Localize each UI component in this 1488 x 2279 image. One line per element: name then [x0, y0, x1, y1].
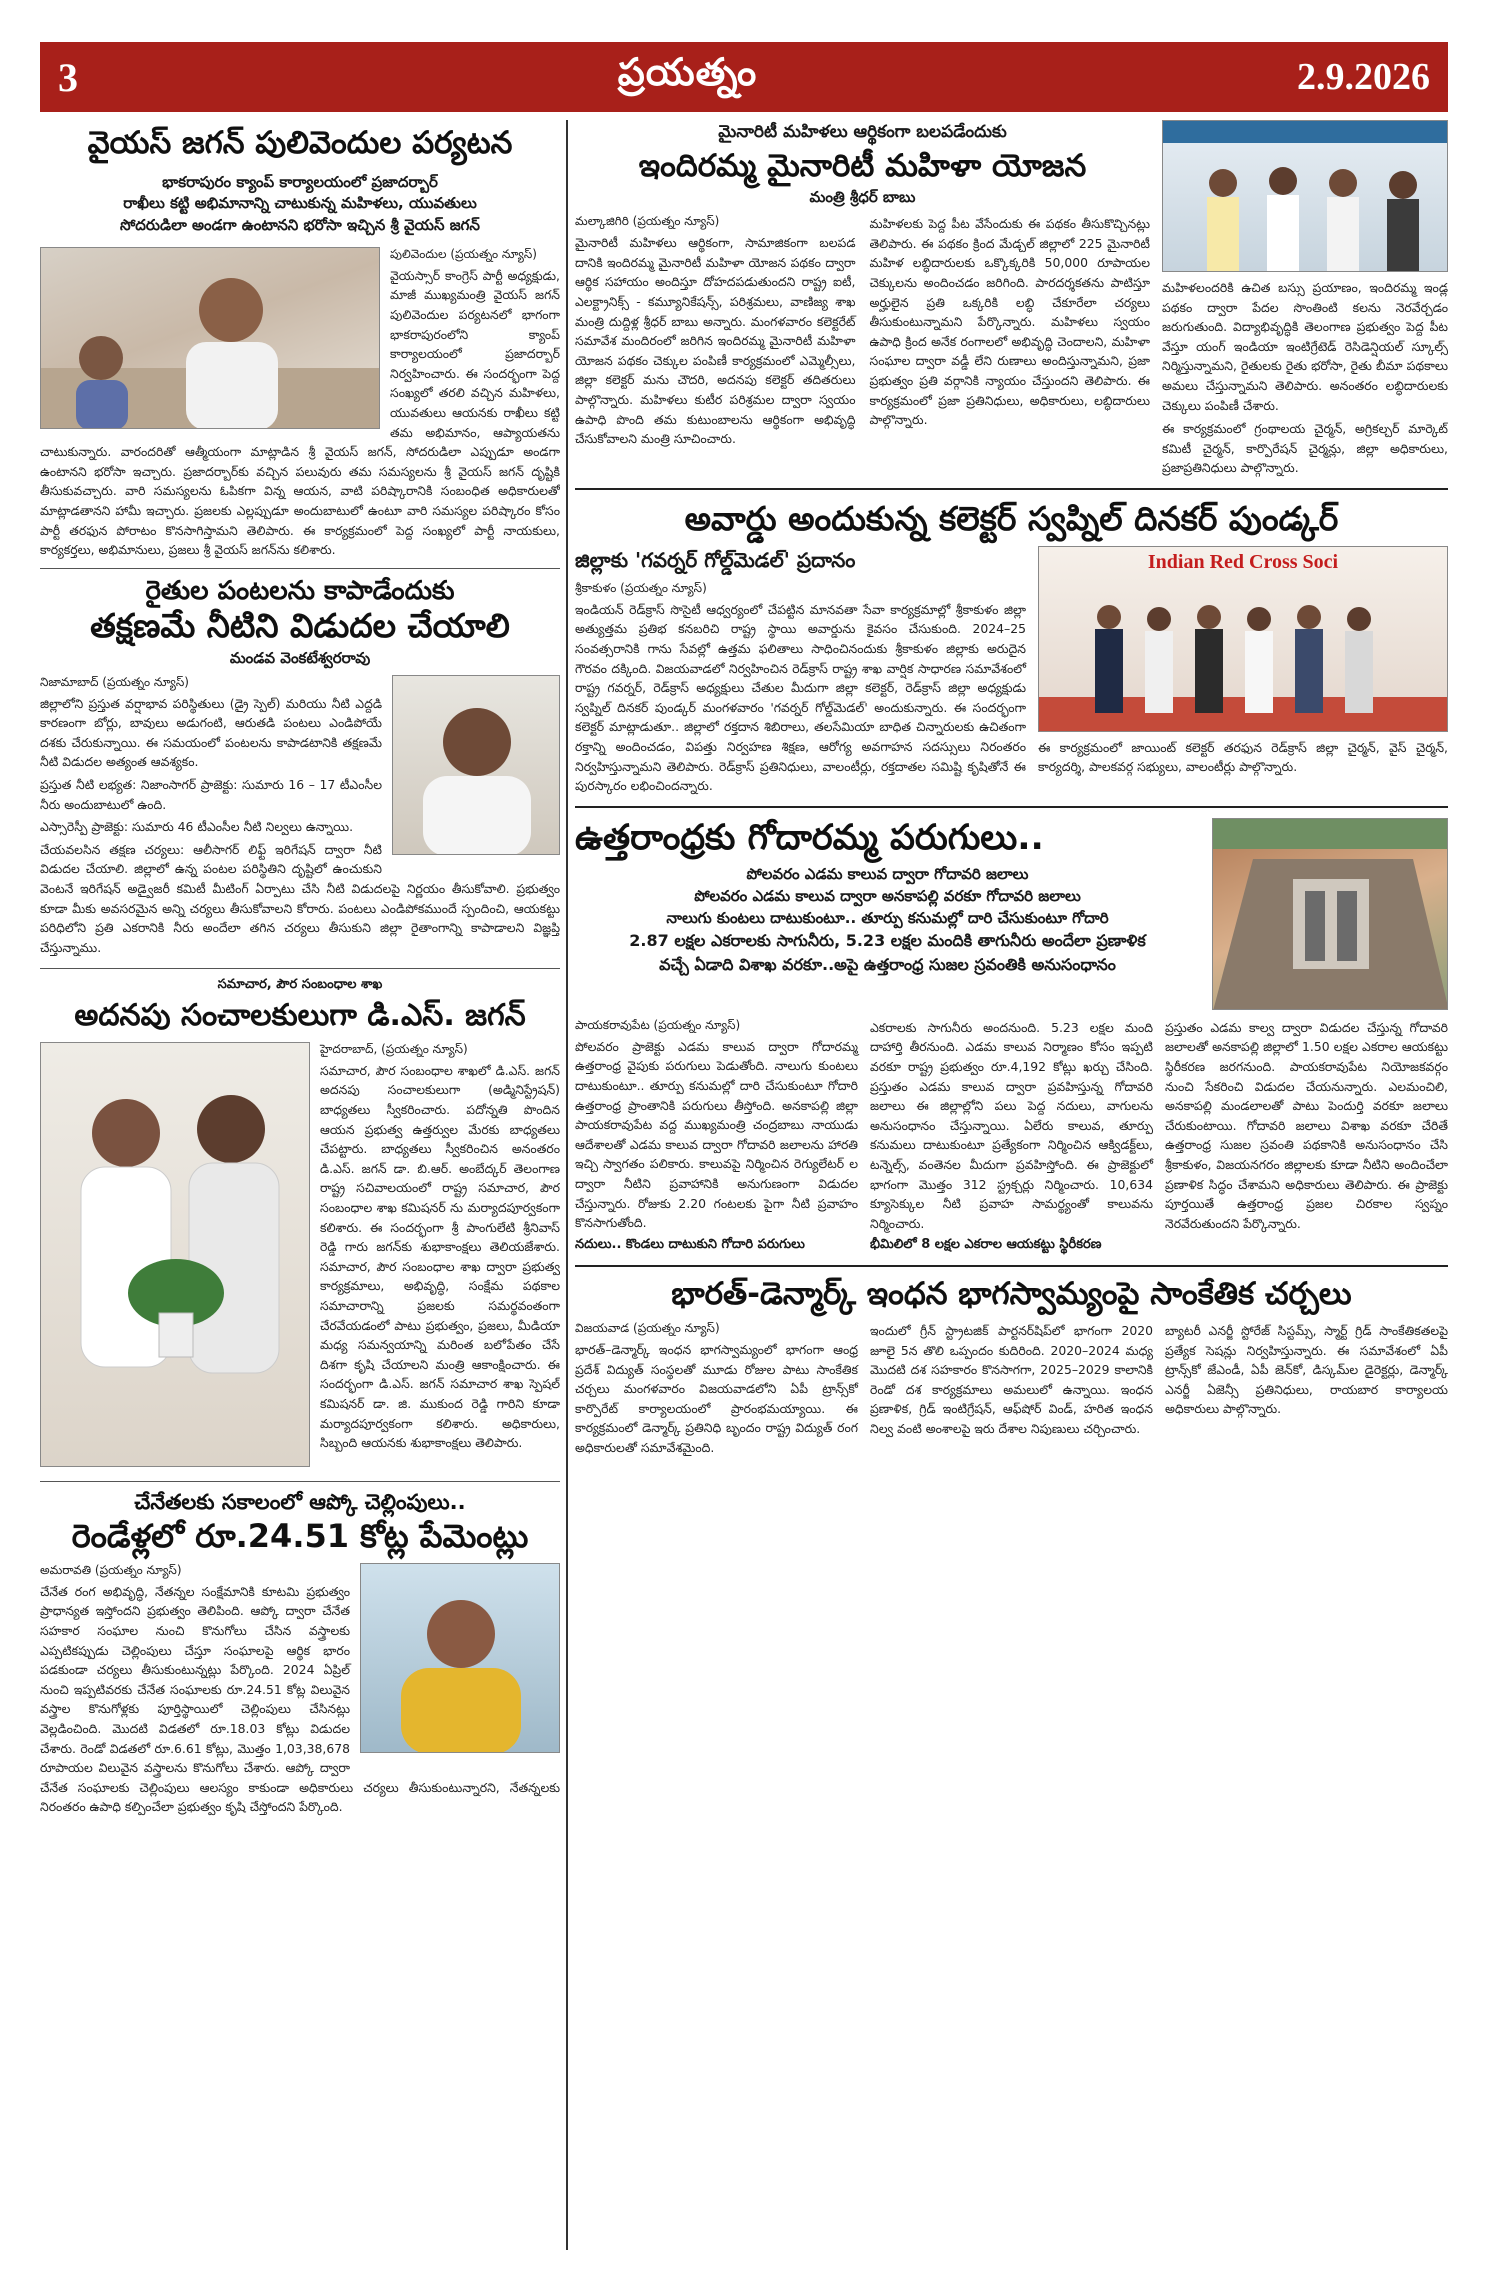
deck-line: పోలవరం ఎడమ కాలువ ద్వారా గోదావరి జలాలు: [746, 865, 1029, 884]
person-photo-icon: [393, 676, 560, 855]
deck-line: రాఖీలు కట్టి అభిమానాన్ని చాటుకున్న మహిళలు, యువతులు: [123, 194, 477, 213]
deck-line: 2.87 లక్షల ఎకరాలకు సాగునీరు, 5.23 లక్షల మందికి తాగునీరు అందేలా ప్రణాళిక: [629, 931, 1146, 951]
headline: అవార్డు అందుకున్న కలెక్టర్ స్వప్నిల్ దినకర్ పుండ్కర్: [684, 498, 1339, 538]
photo-red-cross-award: [1038, 546, 1448, 732]
canal-photo-icon: [1213, 819, 1448, 1010]
dateline: మల్కాజిగిరి (ప్రయత్నం న్యూస్): [575, 214, 720, 229]
divider: [40, 1481, 560, 1482]
deck-line: పోలవరం ఎడమ కాలువ ద్వారా అనకాపల్లి వరకూ గోదావరి జలాలు: [694, 886, 1081, 905]
article-body: ఈ కార్యక్రమంలో జాయింట్ కలెక్టర్ తరఫున రెడ్‌క్రాస్ జిల్లా చైర్మన్, వైస్ చైర్మన్, కార్యదర్శి, పాలకవర్గ సభ్యులు, వాలంటీర్లు పాల్గొన్నారు.: [1038, 739, 1448, 775]
event-photo-icon: [1163, 121, 1448, 272]
event-photo-icon: [1039, 547, 1448, 732]
deck-line: సోదరుడిలా అండగా ఉంటానని భరోసా ఇచ్చిన శ్రీ వైయస్ జగన్: [120, 216, 480, 235]
article-body: ప్రస్తుతం ఎడమ కాల్వ ద్వారా విడుదల చేస్తున్న గోదావరి జలాలతో అనకాపల్లి జిల్లాలో 1.50 లక్షల ఎకరాల ఆయకట్టు స్థిరీకరణ జరగనుంది. పాయకరావుపేట నియోజకవర్గం నుంచి సేకరించి విడుదల చేయనున్నారు. ఎలమంచిలి, అనకాపల్లి మండలాలతో పాటు పెందుర్తి వరకూ జలాలు చేరుకుంటాయి. గోదావరి జలాలు విశాఖ వరకూ చేరితే ఉత్తరాంధ్ర సుజల స్రవంతి పథకానికి అనుసంధానం చేసి శ్రీకాకుళం, విజయనగరం జిల్లాలకు కూడా నీటిని అందించేలా ప్రణాళిక సిద్ధం చేశామని అధికారులు తెలిపారు. ఈ ప్రాజెక్టు పూర్తయితే ఉత్తరాంధ్ర ప్రజల చిరకాల స్వప్నం నెరవేరుతుందని పేర్కొన్నారు.: [1165, 1019, 1448, 1231]
people-photo-icon: [41, 1043, 310, 1467]
deck-line: నాలుగు కుంటలు దాటుకుంటూ.. తూర్పు కనుమల్లో దారి చేసుకుంటూ గోదారి: [666, 908, 1109, 927]
article-body: పోలవరం ప్రాజెక్టు ఎడమ కాలువ ద్వారా గోదారమ్మ ఉత్తరాంధ్ర వైపుకు పరుగులు పెడుతోంది. నాలుగు కుంటలు దాటుకుంటూ.. తూర్పు కనుమల్లో దారి చేసుకుంటూ గోదారి ఉత్తరాంధ్ర ప్రాంతానికి పరుగులు తీస్తోంది. అనకాపల్లి జిల్లా పాయకరావుపేట వద్ద ముఖ్యమంత్రి చంద్రబాబు నాయుడు ఆదేశాలతో ఎడమ కాలువ ద్వారా గోదావరి జలాలను హారతి ఇచ్చి స్వాగతం పలికారు. కాలువపై నిర్మించిన రెగ్యులేటర్ ల ద్వారా నీటిని ప్రవాహానికి అనుగుణంగా విడుదల చేస్తున్నారు. రోజుకు 2.20 గంటలకు పైగా నీటి ప్రవాహం కొనసాగుతోంది.: [575, 1038, 858, 1231]
headline: రైతుల పంటలను కాపాడేందుకు: [145, 575, 455, 606]
divider: [575, 1265, 1448, 1267]
photo-ds-jagan: [40, 1042, 310, 1467]
person-photo-icon: [41, 248, 380, 429]
paragraph: ప్రస్తుత నీటి లభ్యత: నిజాంసాగర్ ప్రాజెక్టు: సుమారు 16 – 17 టీఎంసీల నీరు అందుబాటులో ఉంది.: [40, 777, 382, 812]
photo-venkateswara-rao: [392, 675, 560, 855]
article-body: వైయస్సార్ కాంగ్రెస్ పార్టీ అధ్యక్షుడు, మాజీ ముఖ్యమంత్రి వైయస్ జగన్ పులివెందుల పర్యటనలో భాగంగా భాకరాపురంలోని క్యాంప్ కార్యాలయంలో ప్రజాదర్బార్ నిర్వహించారు. ఈ సందర్భంగా పెద్ద సంఖ్యలో తరలి వచ్చిన మహిళలు, యువతులు ఆయనకు రాఖీలు కట్టి తమ అభిమానం, ఆప్యాయతను చాటుకున్నారు. వారందరితో ఆత్మీయంగా మాట్లాడిన శ్రీ వైయస్ జగన్, సోదరుడిలా ఎప్పుడూ అండగా ఉంటానని భరోసా ఇచ్చారు. ప్రజాదర్బార్‌కు వచ్చిన పలువురు తమ సమస్యలను శ్రీ వైయస్ జగన్ దృష్టికి తీసుకువచ్చారు. వారి సమస్యలను ఓపికగా విన్న ఆయన, వాటి పరిష్కారానికి సంబంధిత అధికారులతో మాట్లాడతానని హామీ ఇచ్చారు. ప్రజలకు ఎల్లప్పుడూ అందుబాటులో ఉంటూ వారి సమస్యల పరిష్కారం కోసం పార్టీ తరఫున పోరాటం కొనసాగిస్తామని తెలిపారు. ఈ కార్యక్రమంలో పెద్ద సంఖ్యలో పార్టీ నాయకులు, కార్యకర్తలు, అభిమానులు, ప్రజలు శ్రీ వైయస్ జగన్‌ను కలిశారు.: [40, 267, 560, 558]
article-denmark-energy: [575, 1277, 1448, 1457]
banner-text: Indian Red Cross Soci: [1147, 550, 1339, 573]
paragraph: ఎస్సారెస్పీ ప్రాజెక్టు: సుమారు 46 టీఎంసీల నీటి నిల్వలు ఉన్నాయి.: [40, 819, 354, 835]
article-body: ఈ కార్యక్రమంలో గ్రంథాలయ చైర్మన్, అగ్రికల్చర్ మార్కెట్ కమిటీ చైర్మన్, కార్పొరేషన్ చైర్మన్లు, జిల్లా అధికారులు, ప్రజాప్రతినిధులు పాల్గొన్నారు.: [1162, 421, 1448, 476]
article-godavari: [575, 818, 1448, 1256]
headline: రెండేళ్లలో రూ.24.51 కోట్ల పేమెంట్లు: [71, 1516, 529, 1555]
issue-date: 2.9.2026: [1297, 56, 1430, 98]
headline: ఉత్తరాంధ్రకు గోదారమ్మ పరుగులు..: [575, 817, 1044, 858]
article-farmers-water: [40, 577, 560, 961]
article-ds-jagan: [40, 977, 560, 1473]
deck-line: వచ్చే ఏడాది విశాఖ వరకూ..అపై ఉత్తరాంధ్ర సుజల స్రవంతికి అనుసంధానం: [659, 954, 1116, 974]
photo-jagan-darbar: [40, 247, 380, 429]
right-column: [575, 120, 1448, 2250]
dateline: పాయకరావుపేట (ప్రయత్నం న్యూస్): [575, 1017, 741, 1032]
deck-line: భాకరాపురం క్యాంప్ కార్యాలయంలో ప్రజాదర్బార్: [162, 172, 438, 191]
dateline: హైదరాబాద్, (ప్రయత్నం న్యూస్): [320, 1041, 468, 1056]
paragraph: చేయవలసిన తక్షణ చర్యలు: ఆలీసాగర్ లిఫ్ట్ ఇరిగేషన్ ద్వారా నీటి విడుదల చేయాలి. జిల్లాలో ఉన్న పంటల పరిస్థితిని దృష్టిలో ఉంచుకుని వెంటనే ఇరిగేషన్ అడ్వైజరీ కమిటీ మీటింగ్ ఏర్పాటు చేసి నీటి విడుదలపై నిర్ణయం తీసుకోవాలి. ప్రభుత్వం కూడా మీకు అవసరమైన అన్ని చర్యలు తీసుకోవాలని కోరారు. పంటలు ఎండిపోకముందే స్పందించి, ఆయకట్టు పరిధిలోని ప్రతి ఎకరానికి నీరు అందేలా తగిన చర్యలు తీసుకుని జిల్లా రైతాంగాన్ని కాపాడాలని విజ్ఞప్తి చేస్తున్నాము.: [40, 841, 560, 955]
article-apco: [40, 1490, 560, 1817]
dateline: పులివెందుల (ప్రయత్నం న్యూస్): [390, 246, 537, 261]
article-body: చేనేత రంగ అభివృద్ధి, నేతన్నల సంక్షేమానికి కూటమి ప్రభుత్వం ప్రాధాన్యత ఇస్తోందని ప్రభుత్వం తెలిపింది. ఆప్కో ద్వారా చేనేత సహకార సంఘాల నుంచి కొనుగోలు చేసిన వస్త్రాలకు ఎప్పటికప్పుడు చెల్లింపులు చేస్తూ సంఘాలపై ఆర్థిక భారం పడకుండా చర్యలు తీసుకుంటున్నట్లు పేర్కొంది. 2024 ఏప్రిల్ నుంచి ఇప్పటివరకు చేనేత సంఘాలకు రూ.24.51 కోట్ల విలువైన వస్త్రాల కొనుగోళ్లకు పూర్తిస్థాయిలో చెల్లింపులు చేసినట్లు వెల్లడించింది. మొదటి విడతలో రూ.18.03 కోట్లు విడుదల చేశారు. రెండో విడతలో రూ.6.61 కోట్లు, మొత్తం 1,03,38,678 రూపాయల విలువైన వస్త్రాలను కొనుగోలు చేశారు. ఆప్కో ద్వారా చేనేత సంఘాలకు చెల్లింపులు ఆలస్యం కాకుండా అధికారులు చర్యలు తీసుకుంటున్నారని, నేతన్నలకు నిరంతరం ఉపాధి కల్పించేలా ప్రభుత్వం కృషి చేస్తోందని పేర్కొంది.: [40, 1583, 560, 1815]
paragraph: జిల్లాలోని ప్రస్తుత వర్షాభావ పరిస్థితులు (డ్రై స్పెల్) మరియు నీటి ఎద్దడి కారణంగా బోర్లు, బావులు అడుగంటి, ఆరుతడి పంటలు ఎండిపోయే దశకు చేరుకున్నాయి. ఈ సమయంలో పంటలను కాపాడటానికి తక్షణమే నీటి విడుదల అత్యంత ఆవశ్యకం.: [40, 695, 382, 770]
byline: మంత్రి శ్రీధర్ బాబు: [809, 188, 916, 207]
headline: ఇందిరమ్మ మైనారిటీ మహిళా యోజన: [638, 147, 1087, 184]
article-body: భారత్–డెన్మార్క్ ఇంధన భాగస్వామ్యంలో భాగంగా ఆంధ్ర ప్రదేశ్ విద్యుత్ సంస్థలతో మూడు రోజుల పాటు సాంకేతిక చర్చలు మంగళవారం విజయవాడలోని ఏపీ ట్రాన్స్‌కో కార్పొరేట్ కార్యాలయంలో ప్రారంభమయ్యాయి. ఈ కార్యక్రమంలో డెన్మార్క్ ప్రతినిధి బృందం రాష్ట్ర విద్యుత్ రంగ అధికారులతో సమావేశమైంది.: [575, 1341, 858, 1455]
person-photo-icon: [361, 1564, 560, 1753]
article-collector-award: [575, 500, 1448, 796]
kicker: మైనారిటీ మహిళలు ఆర్థికంగా బలపడేందుకు: [718, 122, 1007, 142]
divider: [40, 968, 560, 969]
article-body: మహిళలందరికి ఉచిత బస్సు ప్రయాణం, ఇందిరమ్మ ఇండ్ల పథకం ద్వారా పేదల సొంతింటి కలను నెరవేర్చడం జరుగుతుంది. విద్యాభివృద్ధికి తెలంగాణ ప్రభుత్వం పెద్ద పీట వేస్తూ యంగ్ ఇండియా ఇంటిగ్రేటెడ్ రెసిడెన్షియల్ స్కూల్స్ నిర్మిస్తున్నామని, రైతులకు రైతు భరోసా, రైతు బీమా పథకాలు అమలు చేస్తున్నామని తెలిపారు. అనంతరం లబ్ధిదారులకు చెక్కులు పంపిణీ చేశారు.: [1162, 280, 1448, 413]
photo-cheque-distribution: [1162, 120, 1448, 272]
article-body: ఇండియన్ రెడ్‌క్రాస్ సొసైటీ ఆధ్వర్యంలో చేపట్టిన మానవతా సేవా కార్యక్రమాల్లో శ్రీకాకుళం జిల్లా అత్యుత్తమ ప్రతిభ కనబరిచి రాష్ట్ర స్థాయి అవార్డును కైవసం చేసుకుంది. 2024–25 సంవత్సరానికి గాను సేవల్లో ఉత్తమ ఫలితాలు సాధించినందుకు శ్రీకాకుళం జిల్లాకు అరుదైన గౌరవం దక్కింది. విజయవాడలో నిర్వహించిన రెడ్‌క్రాస్ రాష్ట్ర శాఖ వార్షిక సాధారణ సమావేశంలో రాష్ట్ర గవర్నర్, రెడ్‌క్రాస్ అధ్యక్షులు చేతుల మీదుగా జిల్లా కలెక్టర్, రెడ్‌క్రాస్ జిల్లా అధ్యక్షుడు స్వప్నిల్ దినకర్ పుండ్కర్ మంగళవారం 'గవర్నర్ గోల్డ్‌మెడల్' అందుకున్నారు. ఈ సందర్భంగా కలెక్టర్ మాట్లాడుతూ.. జిల్లాలో రక్తదాన శిబిరాలు, తలసేమియా బాధిత చిన్నారులకు ఉచితంగా రక్తాన్ని అందించడం, విపత్తు నిర్వహణ శిక్షణ, ఆరోగ్య అవగాహన సదస్సులు నిరంతరం నిర్వహిస్తున్నామని తెలిపారు. రెడ్‌క్రాస్ ప్రతినిధులు, వాలంటీర్లు, రక్తదాతల సమిష్టి కృషితోనే ఈ పురస్కారం లభించిందన్నారు.: [575, 601, 1026, 794]
headline: వైయస్ జగన్ పులివెందుల పర్యటన: [87, 125, 513, 161]
dateline: అమరావతి (ప్రయత్నం న్యూస్): [40, 1562, 182, 1577]
article-minority-women: [575, 120, 1448, 478]
column-divider: [566, 120, 568, 2250]
subhead: భీమిలిలో 8 లక్షల ఎకరాల ఆయకట్టు స్థిరీకరణ: [870, 1237, 1102, 1253]
divider: [40, 568, 560, 569]
dateline: శ్రీకాకుళం (ప్రయత్నం న్యూస్): [575, 580, 707, 595]
article-body: మహిళలకు పెద్ద పీట వేసేందుకు ఈ పథకం తీసుకొచ్చినట్లు తెలిపారు. ఈ పథకం క్రింద మేడ్చల్ జిల్లాలో 225 మైనారిటీ మహిళ లబ్ధిదారులకు ఒక్కొక్కరికి 50,000 రూపాయల చెక్కులను అందించడం జరిగింది. పారదర్శకతను పాటిస్తూ అర్హులైన ప్రతి ఒక్కరికి లబ్ధి చేకూరేలా చర్యలు తీసుకుంటున్నామని పేర్కొన్నారు. మహిళలు స్వయం ఉపాధి క్రింద అనేక రంగాలలో అభివృద్ధి చెందాలని, మహిళా సంఘాల ద్వారా వడ్డీ లేని రుణాలు అందిస్తున్నామని, ప్రజా ప్రభుత్వం ప్రతి వర్గానికి న్యాయం చేస్తుందని తెలిపారు. ఈ కార్యక్రమంలో ప్రజా ప్రతినిధులు, అధికారులు, లబ్ధిదారులు పాల్గొన్నారు.: [869, 216, 1150, 428]
article-body: ఇందులో గ్రీన్ స్ట్రాటజిక్ పార్టనర్‌షిప్‌లో భాగంగా 2020 జూలై 5న తొలి ఒప్పందం కుదిరింది. 2020–2024 మధ్య మొదటి దశ సహకారం కొనసాగగా, 2025–2029 కాలానికి రెండో దశ కార్యక్రమాలు అమలులో ఉన్నాయి. ఇంధన ప్రణాళిక, గ్రిడ్ ఇంటిగ్రేషన్, ఆఫ్‌షోర్ విండ్, హరిత ఇంధన నిల్వ వంటి అంశాలపై ఇరు దేశాల నిపుణులు చర్చించారు.: [870, 1322, 1153, 1436]
photo-minister: [360, 1563, 560, 1753]
newspaper-name: ప్రయత్నం: [617, 50, 758, 94]
left-column: [40, 120, 560, 2250]
divider: [575, 488, 1448, 490]
dateline: విజయవాడ (ప్రయత్నం న్యూస్): [575, 1320, 720, 1335]
article-body: ఎకరాలకు సాగునీరు అందనుంది. 5.23 లక్షల మంది దాహార్తి తీరనుంది. ఎడమ కాలువ నిర్మాణం కోసం ఇప్పటి వరకూ రాష్ట్ర ప్రభుత్వం రూ.4,192 కోట్లు ఖర్చు చేసింది. ప్రస్తుతం ఎడమ కాలువ ద్వారా ప్రవహిస్తున్న గోదావరి జలాలు ఈ జిల్లాల్లోని పలు పెద్ద నదులు, వాగులను అనుసంధానం చేస్తున్నాయి. ఏలేరు కాలువ, తూర్పు కనుమలు దాటుకుంటూ ప్రత్యేకంగా నిర్మించిన ఆక్విడక్ట్‌లు, టన్నెల్స్, వంతెనల మీదుగా ప్రవహిస్తోంది. ఈ ప్రాజెక్టులో భాగంగా మొత్తం 312 స్ట్రక్చర్లు నిర్మించారు. 10,634 క్యూసెక్కుల నీటి ప్రవాహ సామర్థ్యంతో కాలువను నిర్మించారు.: [870, 1019, 1153, 1231]
divider: [575, 806, 1448, 808]
deck-line: జిల్లాకు 'గవర్నర్ గోల్డ్‌మెడల్' ప్రదానం: [575, 547, 856, 572]
headline: తక్షణమే నీటిని విడుదల చేయాలి: [90, 605, 510, 645]
headline: చేనేతలకు సకాలంలో ఆప్కో చెల్లింపులు..: [134, 1489, 466, 1514]
article-jagan-tour: [40, 126, 560, 560]
subhead: నదులు.. కొండలు దాటుకుని గోదారి పరుగులు: [575, 1236, 805, 1252]
headline: అదనపు సంచాలకులుగా డి.ఎస్. జగన్: [74, 998, 526, 1034]
dateline: నిజామాబాద్ (ప్రయత్నం న్యూస్): [40, 674, 189, 689]
article-body: బ్యాటరీ ఎనర్జీ స్టోరేజ్ సిస్టమ్స్, స్మార్ట్ గ్రిడ్ సాంకేతికతలపై ప్రత్యేక సెషన్లు నిర్వహిస్తున్నారు. ఈ సమావేశంలో ఏపీ ట్రాన్స్‌కో జేఎండీ, ఏపీ జెన్‌కో, డిస్కమ్‌ల డైరెక్టర్లు, డెన్మార్క్ ఎనర్జీ ఏజెన్సీ ప్రతినిధులు, రాయబార కార్యాలయ అధికారులు పాల్గొన్నారు.: [1165, 1322, 1448, 1417]
headline: భారత్-డెన్మార్క్ ఇంధన భాగస్వామ్యంపై సాంకేతిక చర్చలు: [671, 1276, 1352, 1313]
masthead: [40, 42, 1448, 112]
article-body: మైనారిటీ మహిళలు ఆర్థికంగా, సామాజికంగా బలపడ దానికి ఇందిరమ్మ మైనారిటీ మహిళా యోజన పథకం ద్వారా ఆర్థిక సహాయం అందిస్తూ దోహదపడుతుందని రాష్ట్ర ఐటీ, ఎలక్ట్రానిక్స్ - కమ్యూనికేషన్స్, పరిశ్రమలు, వాణిజ్య శాఖ మంత్రి దుద్దిళ్ల శ్రీధర్ బాబు అన్నారు. మంగళవారం కలెక్టరేట్ సమావేశ మందిరంలో జరిగిన ఇందిరమ్మ మైనారిటీ మహిళా యోజన పథకం చెక్కుల పంపిణీ కార్యక్రమంలో ఎమ్మెల్సీలు, జిల్లా కలెక్టర్ మను చౌదరి, అదనపు కలెక్టర్ తదితరులు పాల్గొన్నారు. మహిళలు కుటీర పరిశ్రమల ద్వారా స్వయం ఉపాధి పొంది తమ కుటుంబాలను ఆర్థికంగా అభివృద్ధి చేసుకోవాలని మంత్రి సూచించారు.: [575, 235, 856, 447]
byline: మండవ వెంకటేశ్వరరావు: [229, 648, 371, 667]
photo-canal-construction: [1212, 818, 1448, 1010]
kicker: సమాచార, పౌర సంబంధాల శాఖ: [217, 977, 383, 993]
page-number: 3: [58, 54, 78, 100]
article-body: సమాచార, పౌర సంబంధాల శాఖలో డి.ఎస్. జగన్ అదనపు సంచాలకులుగా (అడ్మినిస్ట్రేషన్) బాధ్యతలు స్వీకరించారు. పదోన్నతి పొందిన ఆయన ప్రభుత్వ ఉత్తర్వుల మేరకు బాధ్యతలు చేపట్టారు. బాధ్యతలు స్వీకరించిన అనంతరం డి.ఎస్. జగన్ డా. బి.ఆర్. అంబేద్కర్ తెలంగాణ రాష్ట్ర సచివాలయంలో రాష్ట్ర సమాచార, పౌర సంబంధాల శాఖ కమిషనర్ ను మర్యాదపూర్వకంగా కలిశారు. ఈ సందర్భంగా శ్రీ పాంగులేటి శ్రీనివాస్ రెడ్డి గారు జగన్‌కు శుభాకాంక్షలు తెలియజేశారు. సమాచార, పౌర సంబంధాల శాఖ ద్వారా ప్రభుత్వ కార్యక్రమాలు, అభివృద్ధి, సంక్షేమ పథకాల సమాచారాన్ని ప్రజలకు సమర్థవంతంగా చేరవేయడంలో పాటు ప్రభుత్వం, ప్రజలు, మీడియా మధ్య సమన్వయాన్ని మరింత బలోపేతం చేసే దిశగా కృషి చేయాలని మంత్రి ఆకాంక్షించారు. ఈ సందర్భంగా డి.ఎస్. జగన్ సమాచార శాఖ స్పెషల్ కమిషనర్ డా. జి. ముకుంద రెడ్డి గారిని కూడా మర్యాదపూర్వకంగా కలిశారు. అధికారులు, సిబ్బంది ఆయనకు శుభాకాంక్షలు తెలిపారు.: [320, 1062, 560, 1451]
